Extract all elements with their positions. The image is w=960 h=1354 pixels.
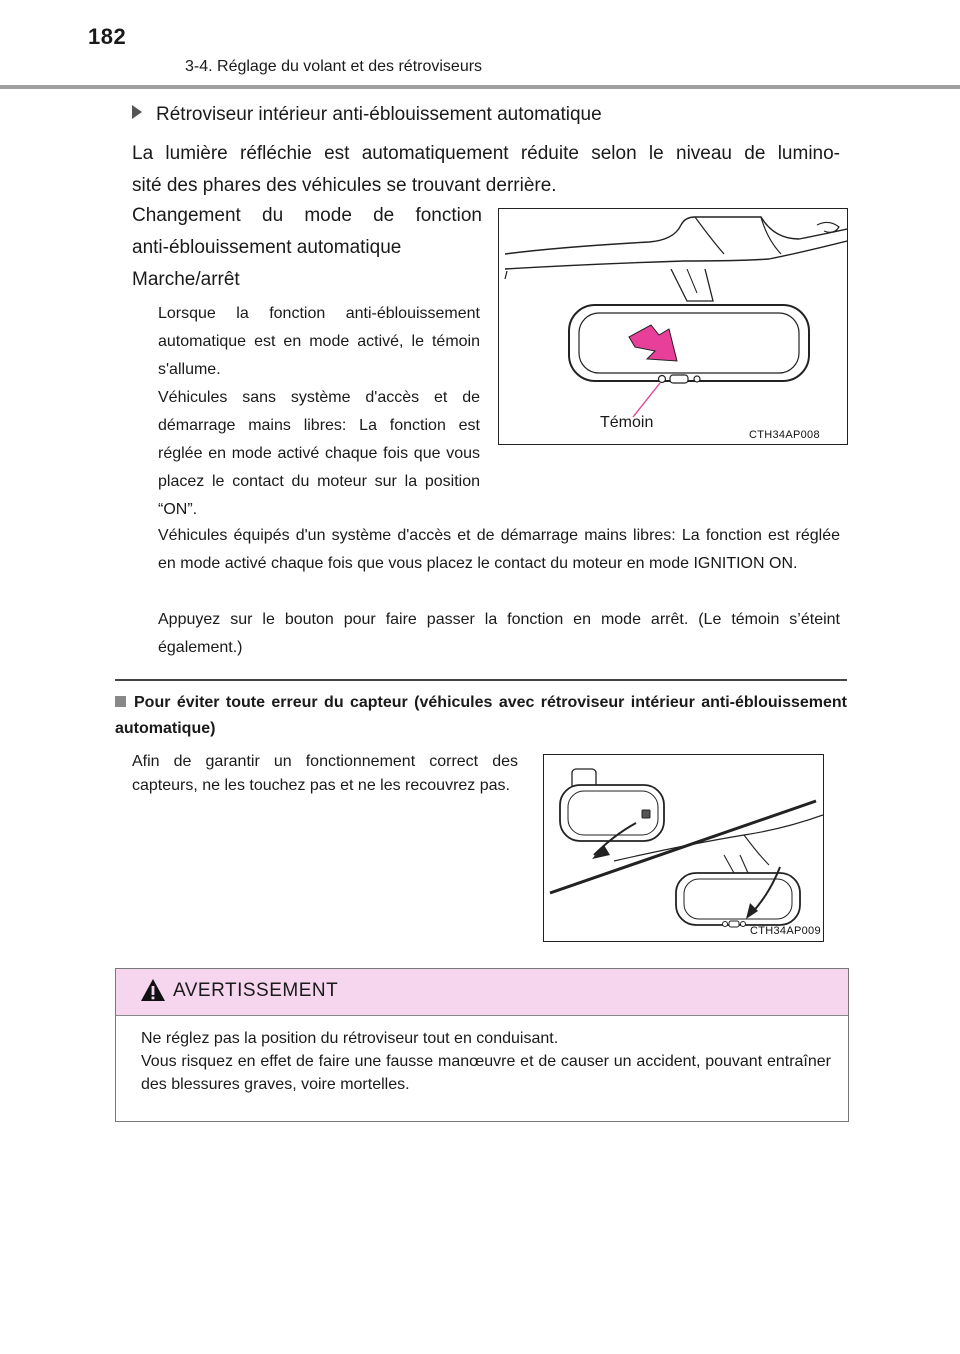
subsection-heading (132, 104, 602, 126)
change-mode-heading (132, 200, 482, 264)
callout-indicator-label: Témoin (600, 414, 654, 431)
sensors-illustration (544, 755, 823, 941)
change-mode-line-1: Changement du mode de fonction (132, 205, 482, 226)
section-title: 3-4. Réglage du volant et des rétroviseurs (185, 58, 483, 75)
sensor-caution-heading-text: Pour éviter toute erreur du capteur (véhicules avec rétroviseur intérieur anti-éblouissement automatique) (115, 694, 847, 737)
paragraph-no-smart-key: Véhicules sans système d'accès et de démarrage mains libres: La fonction est réglée en mode activé chaque fois que vous placez le contact du moteur sur la position “ON”. (158, 389, 480, 518)
paragraph-indicator: Lorsque la fonction anti-éblouissement automatique est en mode activé, le témoin s'allume. (158, 305, 480, 378)
figure-code: CTH34AP008 (749, 429, 820, 441)
warning-header (116, 969, 848, 1016)
warning-box (115, 968, 849, 1122)
figure-code: CTH34AP009 (750, 925, 821, 937)
sensor-caution-body: Afin de garantir un fonctionnement correct des capteurs, ne les touchez pas et ne les recouvrez pas. (132, 753, 518, 794)
figure-mirror-sensors (543, 754, 824, 942)
intro-line-1: La lumière réfléchie est automatiquement réduite selon le niveau de lumino- (132, 143, 840, 164)
triangle-bullet-icon (132, 105, 142, 119)
warning-body (141, 1027, 831, 1096)
figure-mirror-indicator (498, 208, 848, 445)
on-off-label: Marche/arrêt (132, 269, 240, 290)
intro-paragraph (132, 138, 840, 202)
subsection-heading-text: Rétroviseur intérieur anti-éblouissement automatique (156, 104, 602, 125)
warning-line-2: Vous risquez en effet de faire une fausse manœuvre et de causer un accident, pouvant entraîner des blessures graves, voire mortelles. (141, 1053, 831, 1093)
page-number: 182 (88, 24, 127, 49)
paragraph-button: Appuyez sur le bouton pour faire passer la fonction en mode arrêt. (Le témoin s’éteint également.) (158, 611, 840, 656)
warning-title: AVERTISSEMENT (173, 980, 339, 1001)
change-mode-line-2: anti-éblouissement automatique (132, 237, 402, 258)
square-bullet-icon (115, 696, 126, 707)
paragraph-smart-key: Véhicules équipés d'un système d'accès et de démarrage mains libres: La fonction est réglée en mode activé chaque fois que vous placez le contact du moteur en mode IGNITION ON. (158, 527, 840, 572)
warning-triangle-icon (140, 978, 166, 1002)
header-rule (0, 85, 960, 89)
section-divider (115, 679, 847, 681)
warning-line-1: Ne réglez pas la position du rétroviseur tout en conduisant. (141, 1030, 559, 1047)
mirror-illustration (499, 209, 847, 444)
intro-line-2: sité des phares des véhicules se trouvant derrière. (132, 175, 557, 196)
sensor-caution-heading (115, 690, 847, 742)
